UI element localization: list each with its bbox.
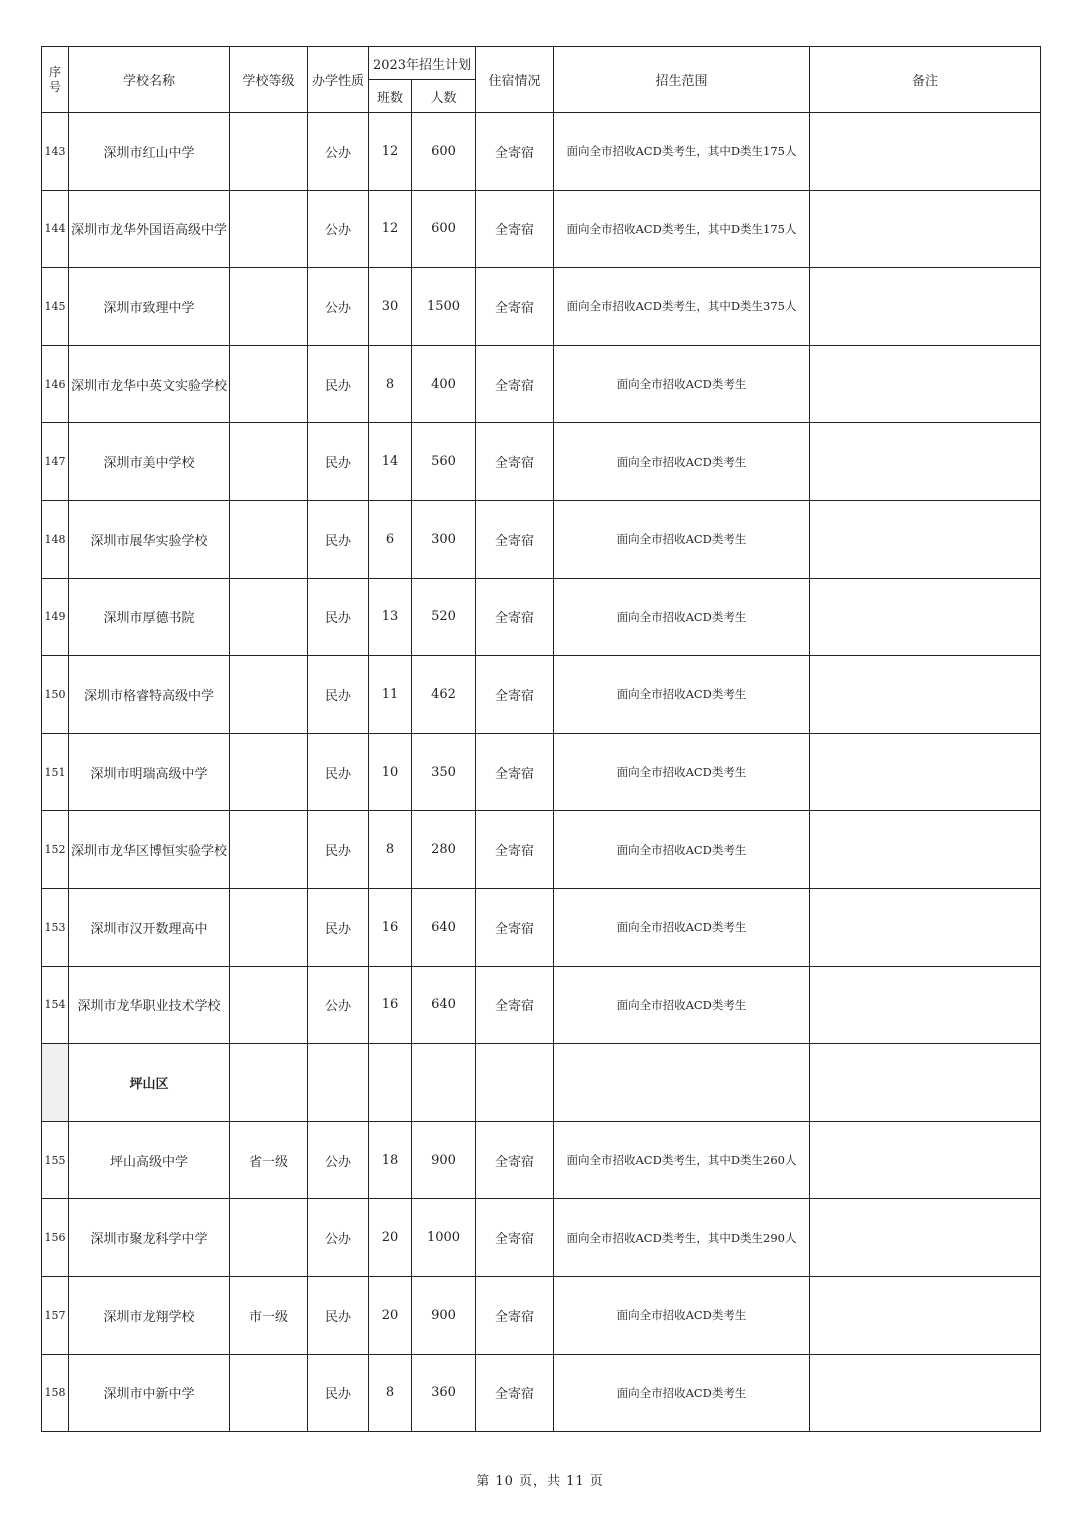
table-row — [42, 578, 1041, 656]
note-cell — [810, 578, 1041, 656]
school-name-cell: 深圳市格睿特高级中学 — [69, 656, 230, 734]
school-level-cell — [230, 966, 308, 1044]
scope-cell: 面向全市招收ACD类考生 — [554, 656, 810, 734]
nature-cell: 民办 — [308, 656, 369, 734]
school-name-cell: 深圳市龙翔学校 — [69, 1276, 230, 1354]
school-level-cell — [230, 268, 308, 346]
school-name-cell: 深圳市致理中学 — [69, 268, 230, 346]
students-cell: 350 — [412, 733, 476, 811]
note-cell — [810, 1199, 1041, 1277]
note-cell — [810, 966, 1041, 1044]
school-level-cell — [230, 500, 308, 578]
dorm-cell: 全寄宿 — [476, 966, 554, 1044]
students-cell: 600 — [412, 113, 476, 191]
students-cell: 1000 — [412, 1199, 476, 1277]
school-name-cell: 深圳市展华实验学校 — [69, 500, 230, 578]
school-level-cell — [230, 190, 308, 268]
students-cell — [412, 1044, 476, 1122]
header-plan: 2023年招生计划 — [369, 47, 476, 80]
school-name-cell: 深圳市龙华中英文实验学校 — [69, 345, 230, 423]
nature-cell: 公办 — [308, 268, 369, 346]
header-school-name: 学校名称 — [69, 47, 230, 113]
table-row — [42, 888, 1041, 966]
table-row — [42, 1276, 1041, 1354]
district-row — [42, 1044, 1041, 1122]
seq-cell: 147 — [42, 423, 69, 501]
table-body — [42, 113, 1041, 1432]
seq-cell — [42, 1044, 69, 1122]
classes-cell: 16 — [369, 966, 412, 1044]
table-row — [42, 190, 1041, 268]
dorm-cell: 全寄宿 — [476, 1121, 554, 1199]
table-row — [42, 811, 1041, 889]
students-cell: 520 — [412, 578, 476, 656]
nature-cell: 公办 — [308, 1121, 369, 1199]
scope-cell: 面向全市招收ACD类考生，其中D类生290人 — [554, 1199, 810, 1277]
scope-cell: 面向全市招收ACD类考生 — [554, 1276, 810, 1354]
dorm-cell: 全寄宿 — [476, 423, 554, 501]
table-row — [42, 1199, 1041, 1277]
classes-cell: 20 — [369, 1199, 412, 1277]
dorm-cell: 全寄宿 — [476, 190, 554, 268]
seq-cell: 143 — [42, 113, 69, 191]
students-cell: 640 — [412, 966, 476, 1044]
note-cell — [810, 733, 1041, 811]
dorm-cell: 全寄宿 — [476, 811, 554, 889]
students-cell: 1500 — [412, 268, 476, 346]
table-row — [42, 966, 1041, 1044]
school-level-cell — [230, 1044, 308, 1122]
seq-cell: 146 — [42, 345, 69, 423]
school-name-cell: 坪山高级中学 — [69, 1121, 230, 1199]
students-cell: 400 — [412, 345, 476, 423]
classes-cell: 30 — [369, 268, 412, 346]
scope-cell: 面向全市招收ACD类考生 — [554, 811, 810, 889]
header-seq: 序 号 — [42, 47, 69, 113]
scope-cell: 面向全市招收ACD类考生，其中D类生175人 — [554, 190, 810, 268]
dorm-cell: 全寄宿 — [476, 733, 554, 811]
header-students: 人数 — [412, 80, 476, 113]
header-classes: 班数 — [369, 80, 412, 113]
school-name-cell: 深圳市聚龙科学中学 — [69, 1199, 230, 1277]
school-level-cell — [230, 888, 308, 966]
note-cell — [810, 811, 1041, 889]
classes-cell: 20 — [369, 1276, 412, 1354]
classes-cell: 10 — [369, 733, 412, 811]
table-row — [42, 500, 1041, 578]
seq-cell: 152 — [42, 811, 69, 889]
dorm-cell: 全寄宿 — [476, 1199, 554, 1277]
nature-cell: 民办 — [308, 578, 369, 656]
table-row — [42, 1121, 1041, 1199]
classes-cell: 8 — [369, 811, 412, 889]
scope-cell: 面向全市招收ACD类考生，其中D类生375人 — [554, 268, 810, 346]
students-cell: 360 — [412, 1354, 476, 1432]
scope-cell: 面向全市招收ACD类考生，其中D类生260人 — [554, 1121, 810, 1199]
header-scope: 招生范围 — [554, 47, 810, 113]
header-school-level: 学校等级 — [230, 47, 308, 113]
classes-cell: 12 — [369, 113, 412, 191]
school-level-cell — [230, 733, 308, 811]
nature-cell: 公办 — [308, 1199, 369, 1277]
dorm-cell: 全寄宿 — [476, 113, 554, 191]
school-name-cell: 深圳市龙华区博恒实验学校 — [69, 811, 230, 889]
scope-cell — [554, 1044, 810, 1122]
classes-cell: 14 — [369, 423, 412, 501]
seq-cell: 154 — [42, 966, 69, 1044]
scope-cell: 面向全市招收ACD类考生 — [554, 345, 810, 423]
classes-cell: 16 — [369, 888, 412, 966]
nature-cell: 民办 — [308, 888, 369, 966]
school-level-cell: 市一级 — [230, 1276, 308, 1354]
note-cell — [810, 656, 1041, 734]
table-header — [42, 47, 1041, 113]
nature-cell: 民办 — [308, 345, 369, 423]
table-row — [42, 268, 1041, 346]
note-cell — [810, 113, 1041, 191]
seq-cell: 148 — [42, 500, 69, 578]
table-row — [42, 1354, 1041, 1432]
nature-cell: 民办 — [308, 1276, 369, 1354]
nature-cell — [308, 1044, 369, 1122]
note-cell — [810, 1354, 1041, 1432]
nature-cell: 公办 — [308, 966, 369, 1044]
note-cell — [810, 190, 1041, 268]
school-name-cell: 深圳市中新中学 — [69, 1354, 230, 1432]
note-cell — [810, 1121, 1041, 1199]
students-cell: 900 — [412, 1121, 476, 1199]
seq-cell: 150 — [42, 656, 69, 734]
seq-cell: 158 — [42, 1354, 69, 1432]
classes-cell: 6 — [369, 500, 412, 578]
seq-cell: 156 — [42, 1199, 69, 1277]
school-name-cell: 深圳市龙华外国语高级中学 — [69, 190, 230, 268]
students-cell: 462 — [412, 656, 476, 734]
nature-cell: 民办 — [308, 1354, 369, 1432]
school-name-cell: 深圳市汉开数理高中 — [69, 888, 230, 966]
nature-cell: 公办 — [308, 190, 369, 268]
seq-cell: 144 — [42, 190, 69, 268]
school-name-cell: 深圳市红山中学 — [69, 113, 230, 191]
note-cell — [810, 268, 1041, 346]
scope-cell: 面向全市招收ACD类考生 — [554, 733, 810, 811]
school-level-cell: 省一级 — [230, 1121, 308, 1199]
table-row — [42, 345, 1041, 423]
dorm-cell: 全寄宿 — [476, 500, 554, 578]
students-cell: 900 — [412, 1276, 476, 1354]
nature-cell: 民办 — [308, 423, 369, 501]
note-cell — [810, 1044, 1041, 1122]
school-level-cell — [230, 578, 308, 656]
dorm-cell: 全寄宿 — [476, 268, 554, 346]
dorm-cell: 全寄宿 — [476, 345, 554, 423]
classes-cell — [369, 1044, 412, 1122]
school-name-cell: 坪山区 — [69, 1044, 230, 1122]
table-row — [42, 423, 1041, 501]
school-level-cell — [230, 113, 308, 191]
scope-cell: 面向全市招收ACD类考生 — [554, 1354, 810, 1432]
nature-cell: 民办 — [308, 500, 369, 578]
classes-cell: 11 — [369, 656, 412, 734]
students-cell: 300 — [412, 500, 476, 578]
scope-cell: 面向全市招收ACD类考生 — [554, 500, 810, 578]
dorm-cell: 全寄宿 — [476, 888, 554, 966]
school-level-cell — [230, 656, 308, 734]
enrollment-table — [41, 46, 1041, 1432]
school-level-cell — [230, 423, 308, 501]
note-cell — [810, 500, 1041, 578]
dorm-cell: 全寄宿 — [476, 578, 554, 656]
seq-cell: 157 — [42, 1276, 69, 1354]
scope-cell: 面向全市招收ACD类考生，其中D类生175人 — [554, 113, 810, 191]
classes-cell: 18 — [369, 1121, 412, 1199]
school-name-cell: 深圳市美中学校 — [69, 423, 230, 501]
seq-cell: 155 — [42, 1121, 69, 1199]
classes-cell: 8 — [369, 345, 412, 423]
note-cell — [810, 423, 1041, 501]
page-footer: 第 10 页，共 11 页 — [476, 1474, 604, 1489]
nature-cell: 民办 — [308, 733, 369, 811]
seq-cell: 151 — [42, 733, 69, 811]
school-level-cell — [230, 811, 308, 889]
school-name-cell: 深圳市龙华职业技术学校 — [69, 966, 230, 1044]
dorm-cell: 全寄宿 — [476, 1276, 554, 1354]
note-cell — [810, 888, 1041, 966]
nature-cell: 民办 — [308, 811, 369, 889]
students-cell: 280 — [412, 811, 476, 889]
header-note: 备注 — [810, 47, 1041, 113]
dorm-cell — [476, 1044, 554, 1122]
school-level-cell — [230, 1354, 308, 1432]
header-dorm: 住宿情况 — [476, 47, 554, 113]
dorm-cell: 全寄宿 — [476, 1354, 554, 1432]
students-cell: 560 — [412, 423, 476, 501]
table-row — [42, 113, 1041, 191]
scope-cell: 面向全市招收ACD类考生 — [554, 966, 810, 1044]
seq-cell: 145 — [42, 268, 69, 346]
note-cell — [810, 1276, 1041, 1354]
students-cell: 600 — [412, 190, 476, 268]
school-level-cell — [230, 345, 308, 423]
classes-cell: 8 — [369, 1354, 412, 1432]
classes-cell: 12 — [369, 190, 412, 268]
note-cell — [810, 345, 1041, 423]
school-level-cell — [230, 1199, 308, 1277]
seq-cell: 149 — [42, 578, 69, 656]
table-row — [42, 733, 1041, 811]
scope-cell: 面向全市招收ACD类考生 — [554, 578, 810, 656]
dorm-cell: 全寄宿 — [476, 656, 554, 734]
students-cell: 640 — [412, 888, 476, 966]
nature-cell: 公办 — [308, 113, 369, 191]
school-name-cell: 深圳市厚德书院 — [69, 578, 230, 656]
seq-cell: 153 — [42, 888, 69, 966]
school-name-cell: 深圳市明瑞高级中学 — [69, 733, 230, 811]
scope-cell: 面向全市招收ACD类考生 — [554, 888, 810, 966]
scope-cell: 面向全市招收ACD类考生 — [554, 423, 810, 501]
classes-cell: 13 — [369, 578, 412, 656]
header-nature: 办学性质 — [308, 47, 369, 113]
table-row — [42, 656, 1041, 734]
